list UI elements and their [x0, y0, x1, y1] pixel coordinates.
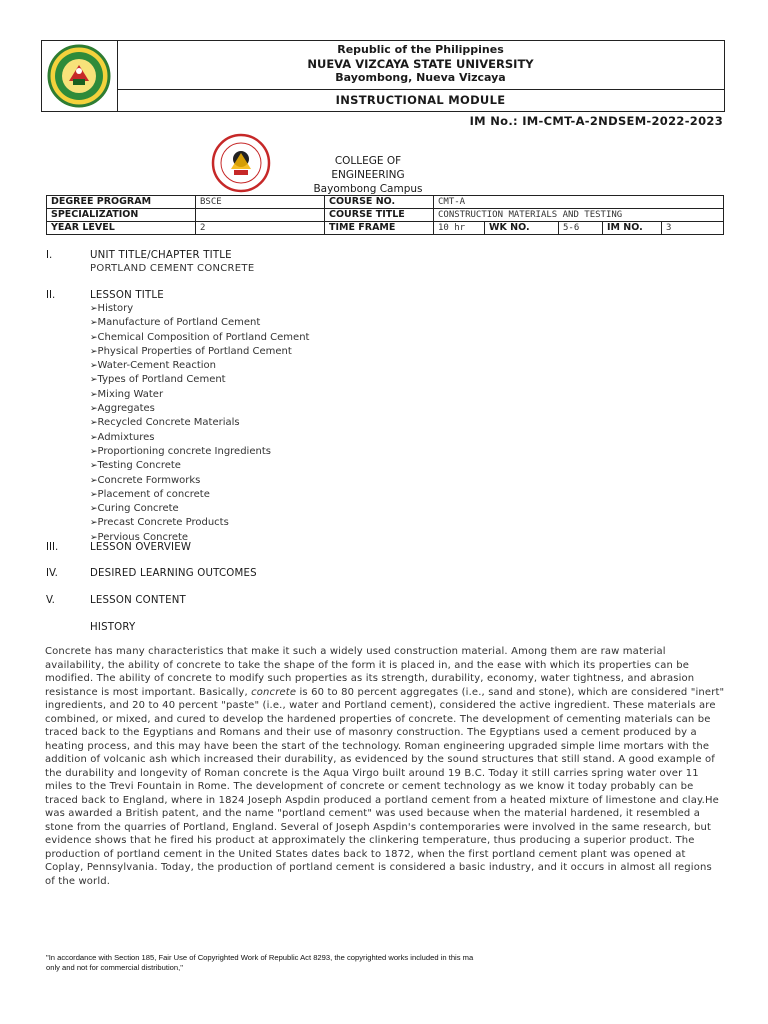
table-row	[47, 222, 724, 235]
list-item: ➢ Chemical Composition of Portland Cement	[90, 331, 309, 345]
course-title-label: COURSE TITLE	[325, 209, 434, 222]
university-logo-cell	[42, 41, 118, 111]
college-block	[309, 154, 427, 196]
college-name: COLLEGE OF ENGINEERING	[331, 155, 405, 181]
im-no-label: IM NO.	[603, 222, 662, 235]
week-no-value: 5-6	[559, 222, 603, 235]
list-item: ➢ Water-Cement Reaction	[90, 359, 309, 373]
document-header	[41, 40, 725, 112]
degree-program-value: BSCE	[196, 196, 325, 209]
footer-line: only and not for commercial distribution,"	[46, 962, 183, 972]
nvsu-seal-icon	[42, 41, 117, 111]
degree-program-label: DEGREE PROGRAM	[47, 196, 196, 209]
history-paragraph	[45, 645, 725, 888]
year-level-value: 2	[196, 222, 325, 235]
paragraph-text: Concrete has many characteristics that make it such a widely used construction material. Among them are raw material availability, the ability of concrete to take the shape of the form it is placed in, and the ease with which its properties can be modified. The ability of concrete to modify such properties as its strength, durability, economy, water tightness, and abrasion resistance is most important. Basically,	[45, 646, 695, 698]
time-frame-label: TIME FRAME	[325, 222, 434, 235]
section-heading: LESSON TITLE	[90, 290, 164, 301]
section-number: III.	[46, 542, 59, 553]
list-item: ➢ Manufacture of Portland Cement	[90, 316, 309, 330]
list-item: ➢ Pervious Concrete	[90, 531, 309, 545]
specialization-label: SPECIALIZATION	[47, 209, 196, 222]
paragraph-emphasis: concrete	[251, 686, 297, 698]
specialization-value	[196, 209, 325, 222]
course-info-table	[46, 195, 724, 235]
list-item: ➢ Types of Portland Cement	[90, 373, 309, 387]
list-item: ➢ Placement of concrete	[90, 488, 309, 502]
list-item: ➢ Recycled Concrete Materials	[90, 416, 309, 430]
module-title: INSTRUCTIONAL MODULE	[335, 93, 506, 107]
college-of-engineering-seal-icon	[204, 133, 278, 193]
week-no-label: WK NO.	[485, 222, 559, 235]
course-no-value: CMT-A	[434, 196, 724, 209]
list-item: ➢ Proportioning concrete Ingredients	[90, 445, 309, 459]
copyright-footer	[46, 953, 646, 972]
course-title-value: CONSTRUCTION MATERIALS AND TESTING	[434, 209, 724, 222]
university-name: NUEVA VIZCAYA STATE UNIVERSITY	[307, 57, 534, 71]
section-number: I.	[46, 250, 53, 261]
paragraph-text: is 60 to 80 percent aggregates (i.e., sand and stone), which are considered "inert" ingredients, and 20 to 40 percent "paste" (i.e., water and Portland cement), considered the active ingredient. These materials are combined, or mixed, and cured to develop the hardened properties of concrete. The development of cementing materials can be traced back to the Egyptians and Romans and their use of masonry construction. The Egyptians used a cement produced by a heating process, and this may have been the start of the technology. Roman engineering upgraded simple lime mortars with the addition of volcanic ash which increased their durability, as evidenced by the sound structures that still stand. A good example of the durability and longevity of Roman concrete is the Aqua Virgo built around 19 B.C. Today it still carries spring water over 11 miles to the Trevi Fountain in Rome. The development of concrete or cement technology as we know it today probably can be traced back to England, where in 1824 Joseph Aspdin produced a portland cement from a heated mixture of limestone and clay.He was awarded a British patent, and the name "portland cement" was used because when the material hardened, it resembled a stone from the quarries of Portland, England. Several of Joseph Aspdin's contemporaries were involved in the same research, but evidence shows that he fired his product at approximately the clinkering temperature, thus producing a superior product. The production of portland cement in the United States dates back to 1872, when the first portland cement plant was opened at Coplay, Pennsylvania. Today, the production of portland cement is considered a basic industry, and it occurs in almost all regions of the world.	[45, 686, 725, 887]
section-heading: DESIRED LEARNING OUTCOMES	[90, 568, 257, 579]
list-item: ➢ Admixtures	[90, 431, 309, 445]
unit-title: PORTLAND CEMENT CONCRETE	[90, 263, 255, 274]
institution-block	[117, 41, 724, 90]
list-item: ➢ Mixing Water	[90, 388, 309, 402]
section-number: V.	[46, 595, 55, 606]
college-campus: Bayombong Campus	[313, 183, 423, 195]
im-number: IM No.: IM-CMT-A-2NDSEM-2022-2023	[469, 114, 723, 128]
republic-line: Republic of the Philippines	[337, 43, 504, 56]
list-item: ➢ Physical Properties of Portland Cement	[90, 345, 309, 359]
table-row	[47, 196, 724, 209]
history-heading: HISTORY	[90, 622, 136, 633]
list-item: ➢ Concrete Formworks	[90, 474, 309, 488]
im-no-value: 3	[662, 222, 724, 235]
list-item: ➢ Aggregates	[90, 402, 309, 416]
section-heading: LESSON CONTENT	[90, 595, 186, 606]
table-row	[47, 209, 724, 222]
section-heading: LESSON OVERVIEW	[90, 542, 192, 553]
university-location: Bayombong, Nueva Vizcaya	[335, 71, 506, 84]
section-heading: UNIT TITLE/CHAPTER TITLE	[90, 250, 232, 261]
footer-line: "In accordance with Section 185, Fair Use of Copyrighted Work of Republic Act 8293, the copyrighted works included in this ma	[46, 953, 474, 962]
lesson-list	[90, 302, 309, 545]
time-frame-value: 10 hr	[434, 222, 485, 235]
list-item: ➢ Precast Concrete Products	[90, 516, 309, 530]
list-item: ➢ History	[90, 302, 309, 316]
course-no-label: COURSE NO.	[325, 196, 434, 209]
year-level-label: YEAR LEVEL	[47, 222, 196, 235]
module-title-cell	[117, 89, 724, 111]
section-number: IV.	[46, 568, 58, 579]
section-number: II.	[46, 290, 56, 301]
list-item: ➢ Testing Concrete	[90, 459, 309, 473]
list-item: ➢ Curing Concrete	[90, 502, 309, 516]
